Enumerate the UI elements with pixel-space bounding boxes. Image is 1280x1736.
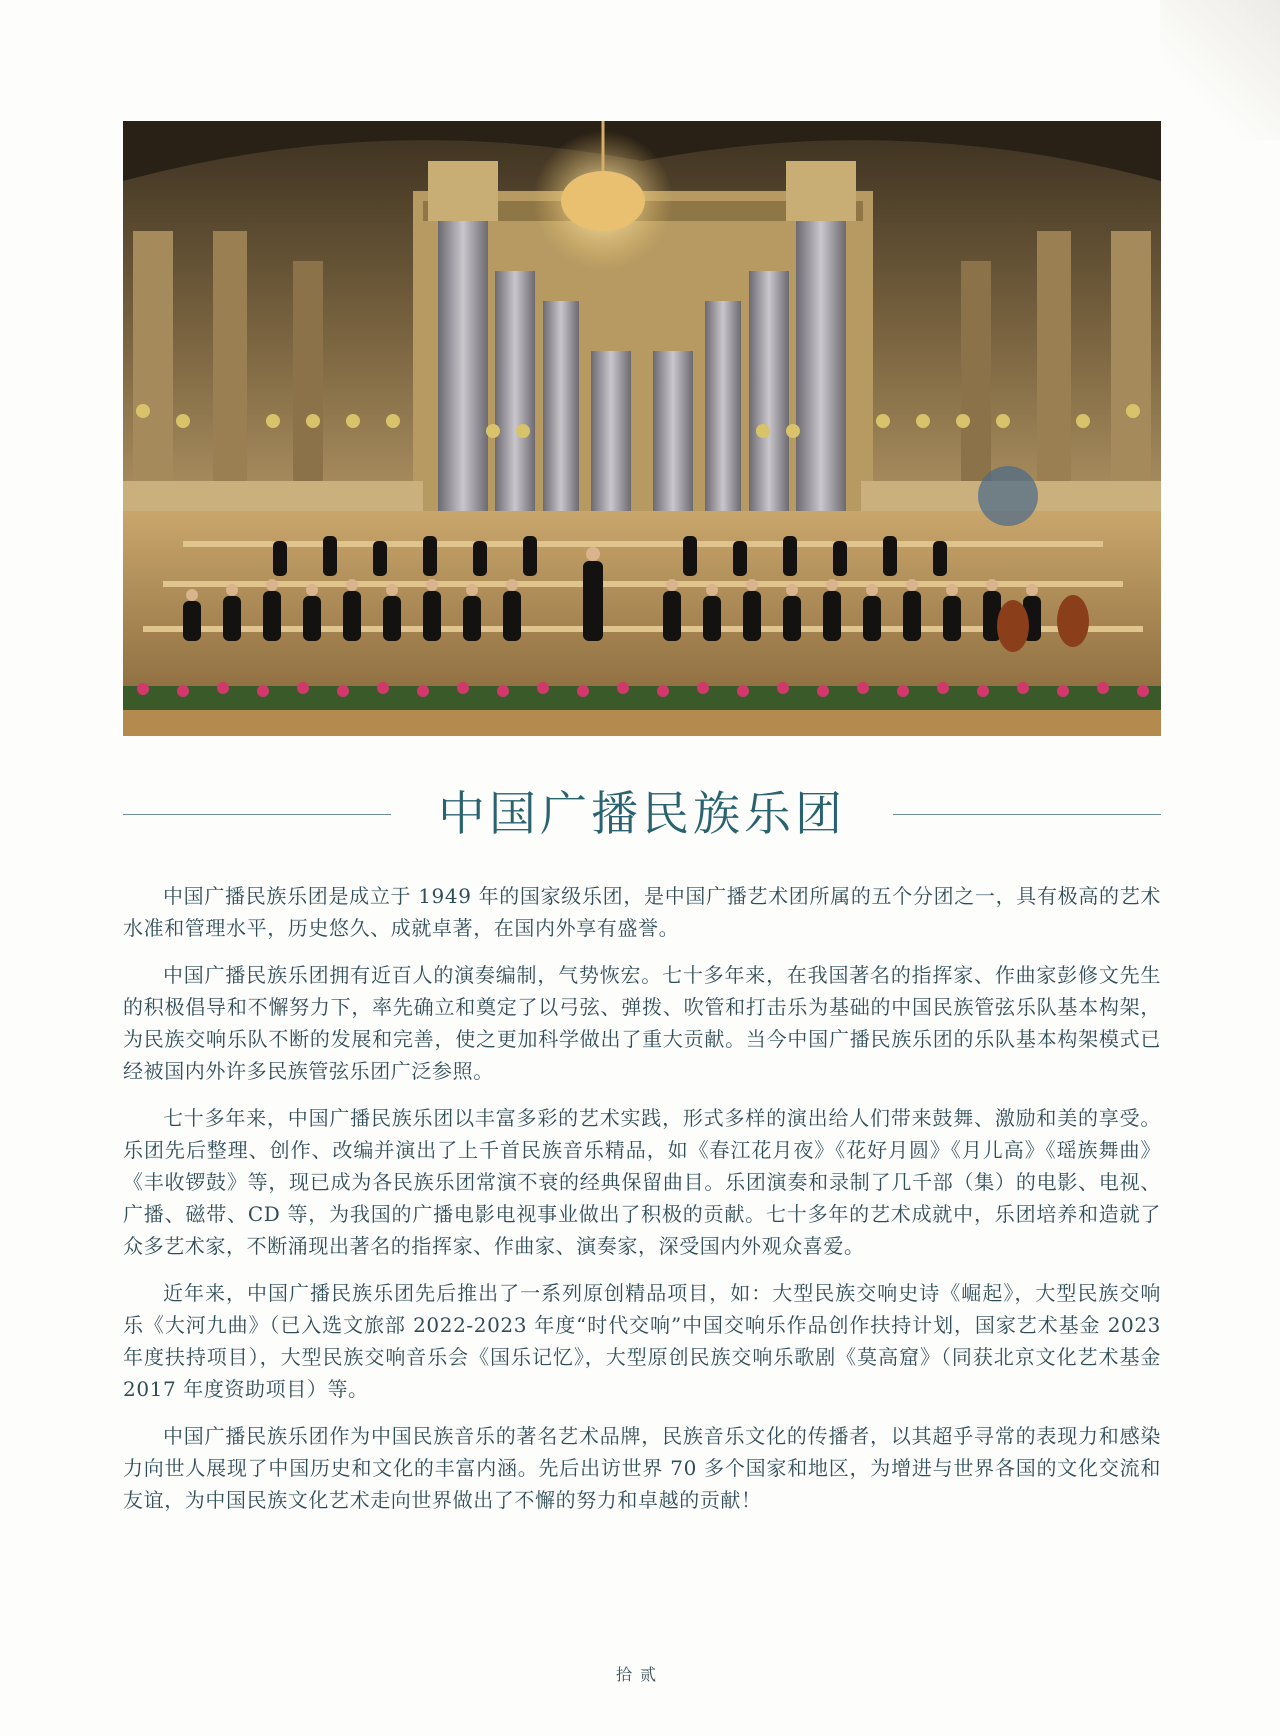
paragraph-3: 七十多年来，中国广播民族乐团以丰富多彩的艺术实践，形式多样的演出给人们带来鼓舞、激励和美的享受。乐团先后整理、创作、改编并演出了上千首民族音乐精品，如《春江花月夜》《花好月圆》《月儿高》《瑶族舞曲》《丰收锣鼓》等，现已成为各民族乐团常演不衰的经典保留曲目。乐团演奏和录制了几千部（集）的电影、电视、广播、磁带、CD 等，为我国的广播电影电视事业做出了积极的贡献。七十多年的艺术成就中，乐团培养和造就了众多艺术家，不断涌现出著名的指挥家、作曲家、演奏家，深受国内外观众喜爱。 — [123, 1106, 1161, 1258]
page-title: 中国广播民族乐团 — [438, 787, 846, 842]
page-corner-shade — [1160, 0, 1280, 140]
concert-hall-illustration — [123, 121, 1161, 736]
title-row — [123, 780, 1161, 850]
body-text — [123, 880, 1161, 1531]
paragraph-2: 中国广播民族乐团拥有近百人的演奏编制，气势恢宏。七十多年来，在我国著名的指挥家、作曲家彭修文先生的积极倡导和不懈努力下，率先确立和奠定了以弓弦、弹拨、吹管和打击乐为基础的中国民族管弦乐队基本构架，为民族交响乐队不断的发展和完善，使之更加科学做出了重大贡献。当今中国广播民族乐团的乐队基本构架模式已经被国内外许多民族管弦乐团广泛参照。 — [123, 963, 1161, 1083]
paragraph-5: 中国广播民族乐团作为中国民族音乐的著名艺术品牌，民族音乐文化的传播者，以其超乎寻常的表现力和感染力向世人展现了中国历史和文化的丰富内涵。先后出访世界 70 多个国家和地区，为增进与世界各国的文化交流和友谊，为中国民族文化艺术走向世界做出了不懈的努力和卓越的贡献！ — [123, 1424, 1161, 1512]
paragraph-4: 近年来，中国广播民族乐团先后推出了一系列原创精品项目，如：大型民族交响史诗《崛起》，大型民族交响乐《大河九曲》（已入选文旅部 2022-2023 年度“时代交响”中国交响乐作品创作扶持计划，国家艺术基金 2023 年度扶持项目），大型民族交响音乐会《国乐记忆》，大型原创民族交响乐歌剧《莫高窟》（同获北京文化艺术基金 2017 年度资助项目）等。 — [123, 1281, 1161, 1401]
page-number: 拾贰 — [615, 1665, 664, 1684]
title-rule-right — [893, 814, 1161, 815]
orchestra-photo — [123, 121, 1161, 736]
paragraph-1: 中国广播民族乐团是成立于 1949 年的国家级乐团，是中国广播艺术团所属的五个分团之一，具有极高的艺术水准和管理水平，历史悠久、成就卓著，在国内外享有盛誉。 — [123, 884, 1161, 940]
